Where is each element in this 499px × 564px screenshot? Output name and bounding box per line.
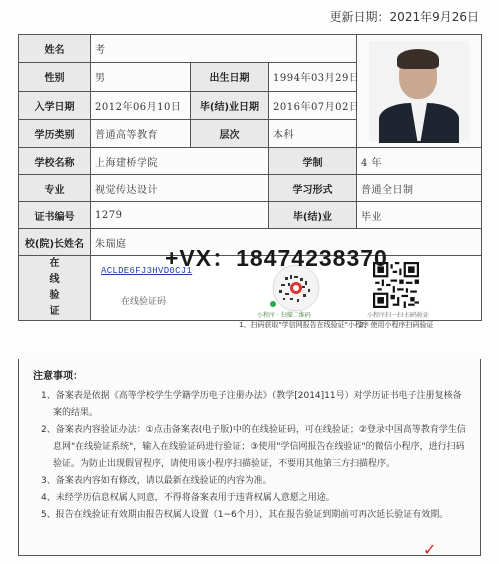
- gender-value: 男: [91, 63, 191, 91]
- grad-value: 2016年07月02日: [269, 91, 357, 119]
- level-value: 本科: [269, 119, 357, 147]
- red-seal-mark: ✓: [423, 540, 437, 559]
- verify-qr-caption: 小程序扫一扫·扫码验证: [367, 312, 429, 319]
- edutype-label: 学历类别: [19, 119, 91, 147]
- duration-label: 学制: [269, 148, 357, 175]
- verify-code-label: 在线验证码: [121, 297, 167, 307]
- mode-label: 学习形式: [269, 175, 357, 202]
- enroll-label: 入学日期: [19, 91, 91, 119]
- note-item: 2、备案表内容验证办法：①点击备案表(电子版)中的在线验证码，可在线验证；②登录中国高等教育学生信息网"在线验证系统"，输入在线验证码进行验证；③使用"学信网报告在线验证"的微信小程序，进行扫码验证。为防止出现假冒程序，请使用该小程序扫描验证，不要用其他第三方扫描程序。: [41, 425, 466, 469]
- grad-label: 毕(结)业日期: [191, 91, 269, 119]
- gender-label: 性别: [19, 63, 91, 91]
- row-name: [19, 35, 482, 63]
- row-major: [19, 175, 482, 202]
- name-value: 考: [91, 35, 357, 63]
- student-photo: [369, 41, 469, 141]
- school-value: 上海建桥学院: [91, 148, 269, 175]
- president-value: 朱瑞庭: [91, 229, 482, 256]
- verify-label-text: 在 线 验 证: [49, 258, 60, 317]
- certno-value: 1279: [91, 202, 269, 229]
- status-value: 毕业: [357, 202, 482, 229]
- birth-value: 1994年03月29日: [269, 63, 357, 91]
- note-item: 4、未经学历信息权属人同意，不得将备案表用于违背权属人意愿之用途。: [41, 493, 335, 503]
- edutype-value: 普通高等教育: [91, 119, 191, 147]
- duration-value: 4 年: [357, 148, 482, 175]
- note-item: 5、报告在线验证有效期由报告权属人设置（1~6个月），其在报告验证到期前可再次延长验证有效期。: [41, 510, 449, 520]
- update-date: 更新日期：2021年9月26日: [329, 10, 479, 24]
- level-label: 层次: [191, 119, 269, 147]
- verify-code-box: [101, 266, 227, 320]
- step1-text: 1、扫码获取"学信网报告在线验证"小程序: [239, 321, 369, 329]
- note-item: 1、备案表是依据《高等学校学生学籍学历电子注册办法》（教学[2014]11号）对学历证书电子注册复核备案的结果。: [41, 391, 462, 418]
- major-label: 专业: [19, 175, 91, 202]
- president-label: 校(院)长姓名: [19, 229, 91, 256]
- row-certno: [19, 202, 482, 229]
- contact-watermark: +VX：18474238370: [165, 245, 388, 271]
- name-label: 姓名: [19, 35, 91, 63]
- note-item: 3、备案表内容如有修改，请以最新在线验证的内容为准。: [41, 476, 272, 486]
- row-school: [19, 148, 482, 175]
- notes-section: [18, 359, 481, 556]
- school-label: 学校名称: [19, 148, 91, 175]
- major-value: 视觉传达设计: [91, 175, 269, 202]
- status-label: 毕(结)业: [269, 202, 357, 229]
- birth-label: 出生日期: [191, 63, 269, 91]
- enroll-value: 2012年06月10日: [91, 91, 191, 119]
- verify-code-link[interactable]: ACLDE6FJ3HVD0CJ1: [101, 266, 193, 276]
- record-table: [18, 34, 482, 329]
- mode-value: 普通全日制: [357, 175, 482, 202]
- certno-label: 证书编号: [19, 202, 91, 229]
- notes-title: 注意事项：: [33, 371, 83, 382]
- step2-text: 2、使用小程序扫码验证: [359, 321, 434, 329]
- photo-cell: [357, 35, 482, 148]
- verify-label: [19, 256, 91, 321]
- miniprogram-qr-caption: 小程序 · 扫描二维码: [257, 312, 311, 319]
